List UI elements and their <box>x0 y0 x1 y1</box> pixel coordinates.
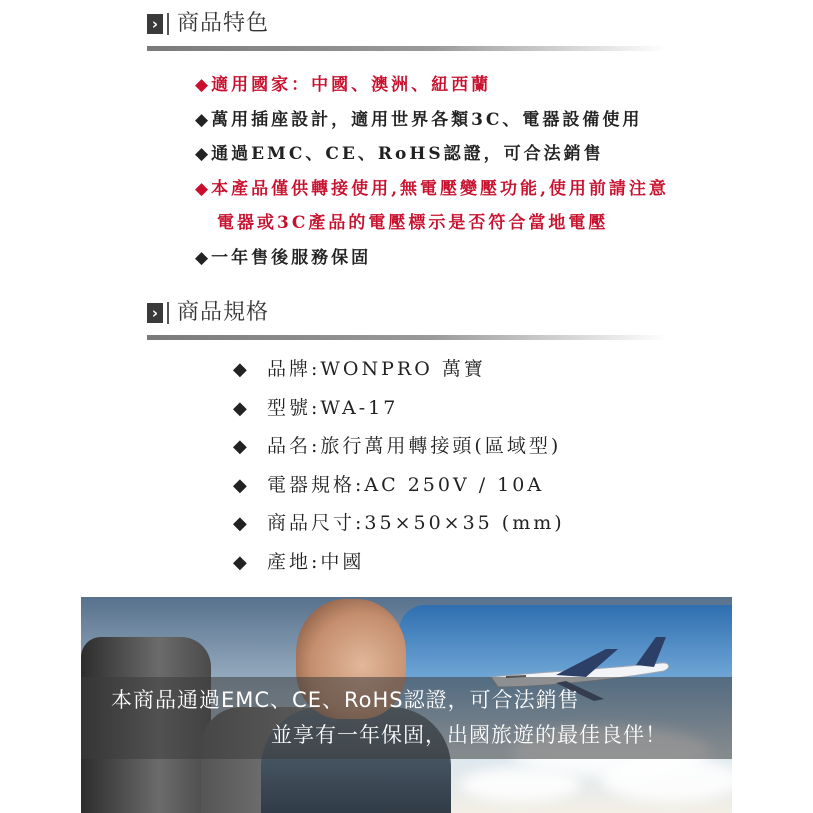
features-list <box>195 68 755 275</box>
diamond-bullet-icon: ◆ <box>233 397 250 419</box>
feature-text: 通過EMC、CE、RoHS認證，可合法銷售 <box>211 144 604 164</box>
features-header <box>147 10 667 50</box>
spec-item-size <box>233 504 565 543</box>
spec-item-model <box>233 389 565 428</box>
cloud <box>461 767 581 802</box>
diamond-bullet-icon: ◆ <box>195 247 212 268</box>
feature-item <box>195 241 755 276</box>
specs-title: 商品規格 <box>177 300 270 325</box>
specs-header <box>147 299 667 339</box>
feature-text: 一年售後服務保固 <box>211 247 372 268</box>
spec-text: 品名:旅行萬用轉接頭(區域型) <box>267 435 562 457</box>
feature-text: 適用國家：中國、澳洲、紐西蘭 <box>211 75 492 95</box>
spec-text: 品牌:WONPRO 萬寶 <box>267 358 486 380</box>
diamond-bullet-icon: ◆ <box>195 75 212 95</box>
diamond-bullet-icon: ◆ <box>233 513 250 534</box>
banner-caption-line2: 並享有一年保固，出國旅遊的最佳良伴！ <box>271 723 667 747</box>
feature-text-continued: 電器或3C產品的電壓標示是否符合當地電壓 <box>217 213 609 233</box>
cloud <box>601 757 732 802</box>
feature-text: 本產品僅供轉接使用,無電壓變壓功能,使用前請注意 <box>211 178 669 199</box>
diamond-bullet-icon: ◆ <box>195 144 212 164</box>
banner-caption-line1: 本商品通過EMC、CE、RoHS認證，可合法銷售 <box>111 688 580 712</box>
header-rule <box>147 335 667 340</box>
header-divider <box>167 13 169 35</box>
feature-item <box>195 68 755 103</box>
spec-text: 型號:WA-17 <box>267 396 399 419</box>
spec-text: 商品尺寸:35×50×35 (mm) <box>267 512 565 534</box>
diamond-bullet-icon: ◆ <box>233 474 250 496</box>
feature-item <box>195 103 755 138</box>
spec-item-name <box>233 427 565 466</box>
header-rule <box>147 46 667 51</box>
feature-item <box>195 137 755 172</box>
chevron-right-icon: › <box>147 303 163 323</box>
header-divider <box>167 302 169 324</box>
diamond-bullet-icon: ◆ <box>195 109 212 130</box>
spec-item-electrical <box>233 466 565 505</box>
spec-text: 產地:中國 <box>267 550 365 573</box>
spec-text: 電器規格:AC 250V / 10A <box>267 473 545 496</box>
feature-text: 萬用插座設計，適用世界各類3C、電器設備使用 <box>211 109 643 130</box>
spec-item-origin <box>233 543 565 582</box>
feature-item-warning <box>195 172 755 241</box>
diamond-bullet-icon: ◆ <box>233 551 250 573</box>
diamond-bullet-icon: ◆ <box>233 359 250 380</box>
travel-banner <box>81 597 732 813</box>
diamond-bullet-icon: ◆ <box>195 178 212 199</box>
features-title: 商品特色 <box>177 11 270 36</box>
specs-list <box>233 350 565 581</box>
chevron-right-icon: › <box>147 14 163 34</box>
diamond-bullet-icon: ◆ <box>233 436 250 457</box>
spec-item-brand <box>233 350 565 389</box>
